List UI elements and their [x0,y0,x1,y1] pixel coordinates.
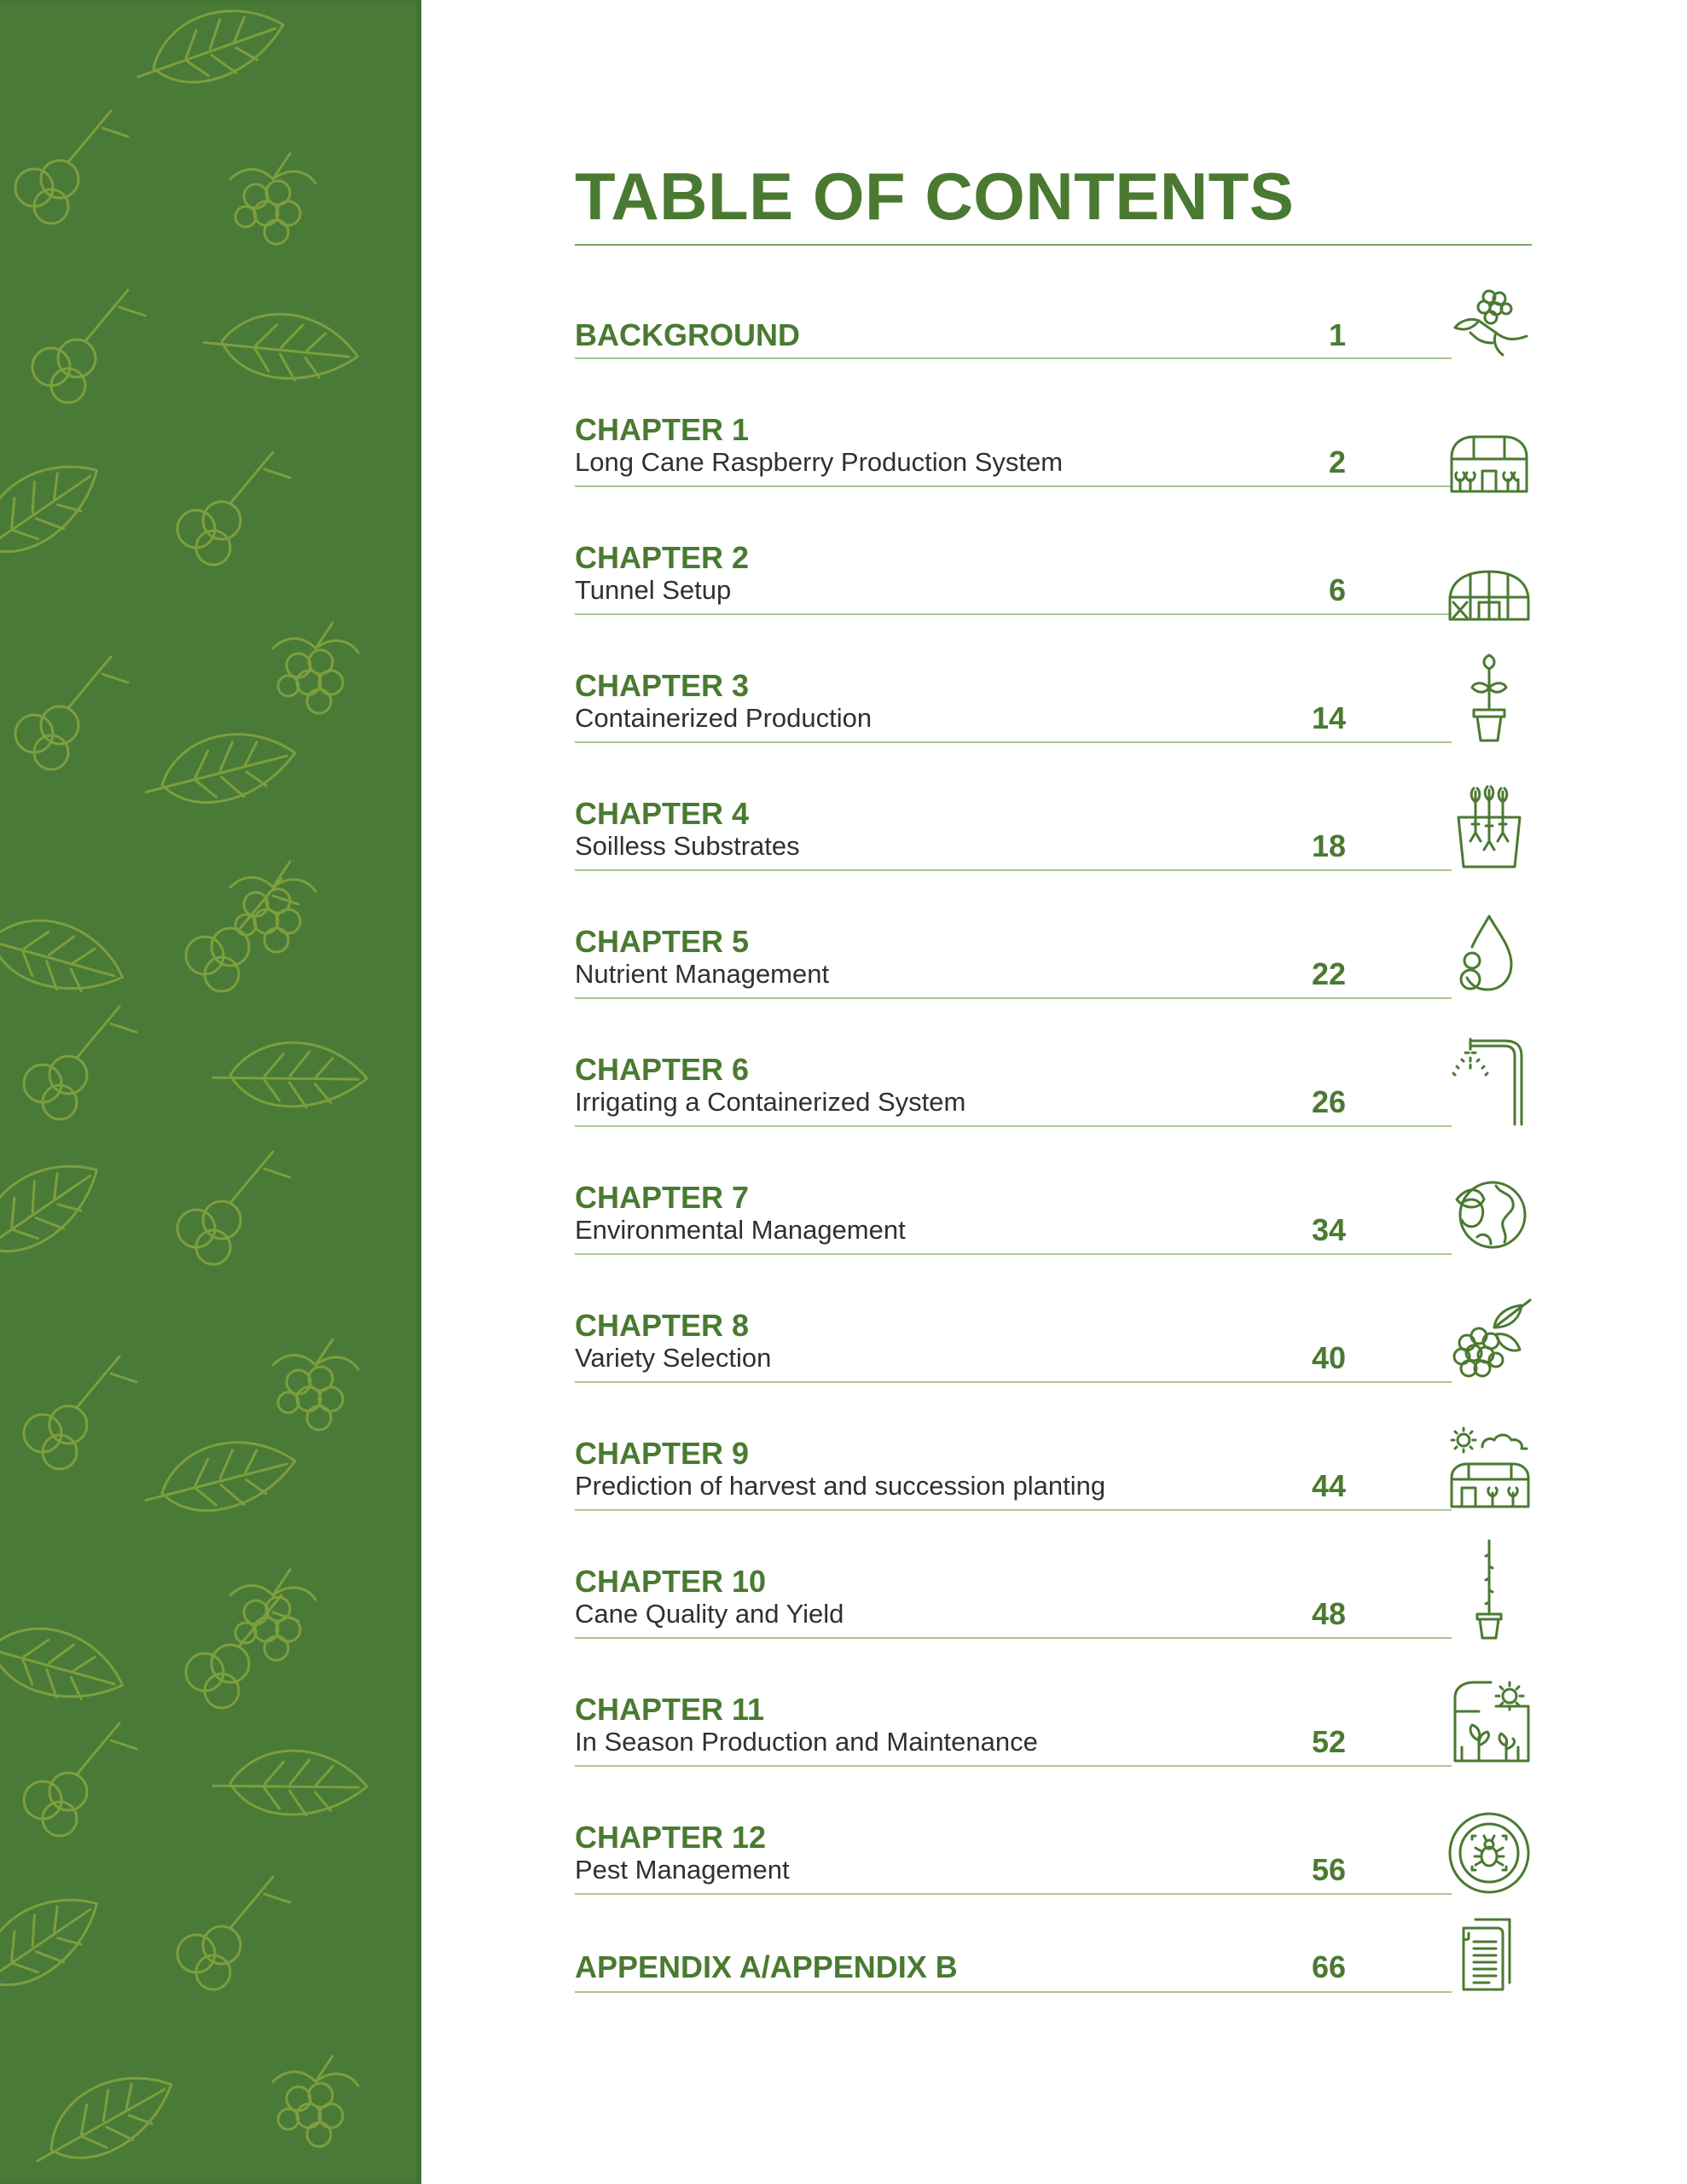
entry-heading: CHAPTER 10 [575,1564,767,1599]
entry-divider [575,741,1452,743]
entry-heading: CHAPTER 2 [575,540,750,575]
entry-divider [575,1765,1452,1767]
document-pages-icon [1445,1914,1533,2003]
entry-subtitle: In Season Production and Maintenance [575,1727,1038,1757]
decorative-sidebar [0,0,421,2184]
toc-entry-chapter-11[interactable] [575,1689,1533,1783]
entry-page-number: 22 [1311,956,1346,991]
entry-page-number: 34 [1311,1212,1346,1247]
entry-heading: CHAPTER 6 [575,1052,750,1087]
hoop-tunnel-icon [1445,549,1533,638]
toc-entry-chapter-10[interactable] [575,1561,1533,1655]
entry-heading: CHAPTER 8 [575,1308,750,1343]
entry-divider [575,1991,1452,1993]
table-of-contents [575,0,1533,2184]
entry-heading: CHAPTER 9 [575,1436,750,1471]
bug-circle-icon [1445,1809,1533,1897]
entry-heading: BACKGROUND [575,317,800,352]
toc-entry-appendix[interactable] [575,1920,1533,2013]
title-divider [575,244,1532,246]
entry-page-number: 18 [1311,828,1346,863]
entry-heading: CHAPTER 4 [575,796,750,831]
entry-divider [575,1637,1452,1639]
roots-container-icon [1445,781,1533,870]
entry-heading: CHAPTER 1 [575,412,750,447]
entry-subtitle: Variety Selection [575,1343,772,1373]
entry-page-number: 26 [1311,1084,1346,1119]
entry-heading: CHAPTER 12 [575,1820,767,1855]
toc-entry-chapter-9[interactable] [575,1433,1533,1527]
entry-subtitle: Tunnel Setup [575,575,732,605]
entry-divider [575,357,1452,359]
greenhouse-plants-icon [1445,418,1533,507]
water-drop-nutrients-icon [1445,909,1533,998]
toc-entry-chapter-8[interactable] [575,1305,1533,1399]
entry-page-number: 40 [1311,1340,1346,1375]
entry-subtitle: Irrigating a Containerized System [575,1087,966,1117]
entry-subtitle: Soilless Substrates [575,831,800,861]
entry-divider [575,1893,1452,1895]
entry-subtitle: Pest Management [575,1855,790,1885]
entry-page-number: 6 [1328,572,1346,607]
entry-heading: APPENDIX A/APPENDIX B [575,1949,958,1984]
entry-page-number: 1 [1328,317,1346,352]
entry-divider [575,869,1452,871]
entry-divider [575,1381,1452,1383]
entry-page-number: 44 [1311,1468,1346,1503]
entry-divider [575,1253,1452,1255]
toc-entry-chapter-12[interactable] [575,1817,1533,1911]
entry-page-number: 66 [1311,1949,1346,1984]
entry-heading: CHAPTER 7 [575,1180,750,1215]
entry-subtitle: Containerized Production [575,703,872,733]
entry-divider [575,1509,1452,1511]
toc-entry-chapter-2[interactable] [575,537,1533,631]
entry-heading: CHAPTER 3 [575,668,750,703]
toc-entry-chapter-5[interactable] [575,921,1533,1015]
toc-entry-chapter-6[interactable] [575,1049,1533,1143]
raspberry-branch-icon [1445,280,1533,369]
entry-subtitle: Nutrient Management [575,959,830,989]
toc-entry-chapter-4[interactable] [575,793,1533,887]
entry-heading: CHAPTER 11 [575,1692,765,1727]
toc-entry-chapter-1[interactable] [575,410,1533,503]
toc-entry-chapter-7[interactable] [575,1177,1533,1271]
entry-page-number: 56 [1311,1852,1346,1887]
entry-subtitle: Long Cane Raspberry Production System [575,447,1064,477]
entry-page-number: 2 [1328,444,1346,479]
entry-divider [575,485,1452,487]
irrigation-sprinkler-icon [1445,1037,1533,1126]
toc-entry-chapter-3[interactable] [575,665,1533,759]
entry-page-number: 14 [1311,700,1346,735]
entry-subtitle: Prediction of harvest and succession planting [575,1471,1106,1501]
entry-divider [575,613,1452,615]
potted-plant-icon [1445,653,1533,742]
entry-subtitle: Environmental Management [575,1215,906,1245]
botanical-pattern [0,0,421,2184]
raspberry-cluster-icon [1445,1293,1533,1382]
sun-cloud-greenhouse-icon [1445,1425,1533,1513]
entry-divider [575,1125,1452,1127]
entry-divider [575,997,1452,999]
gear-greenhouse-icon [1445,1677,1533,1766]
globe-leaf-icon [1445,1169,1533,1258]
page-title: TABLE OF CONTENTS [575,159,1295,234]
cane-pot-icon [1445,1537,1533,1643]
entry-heading: CHAPTER 5 [575,924,750,959]
entry-page-number: 48 [1311,1596,1346,1631]
toc-entry-background[interactable] [575,282,1533,375]
entry-page-number: 52 [1311,1724,1346,1759]
entry-subtitle: Cane Quality and Yield [575,1599,844,1629]
